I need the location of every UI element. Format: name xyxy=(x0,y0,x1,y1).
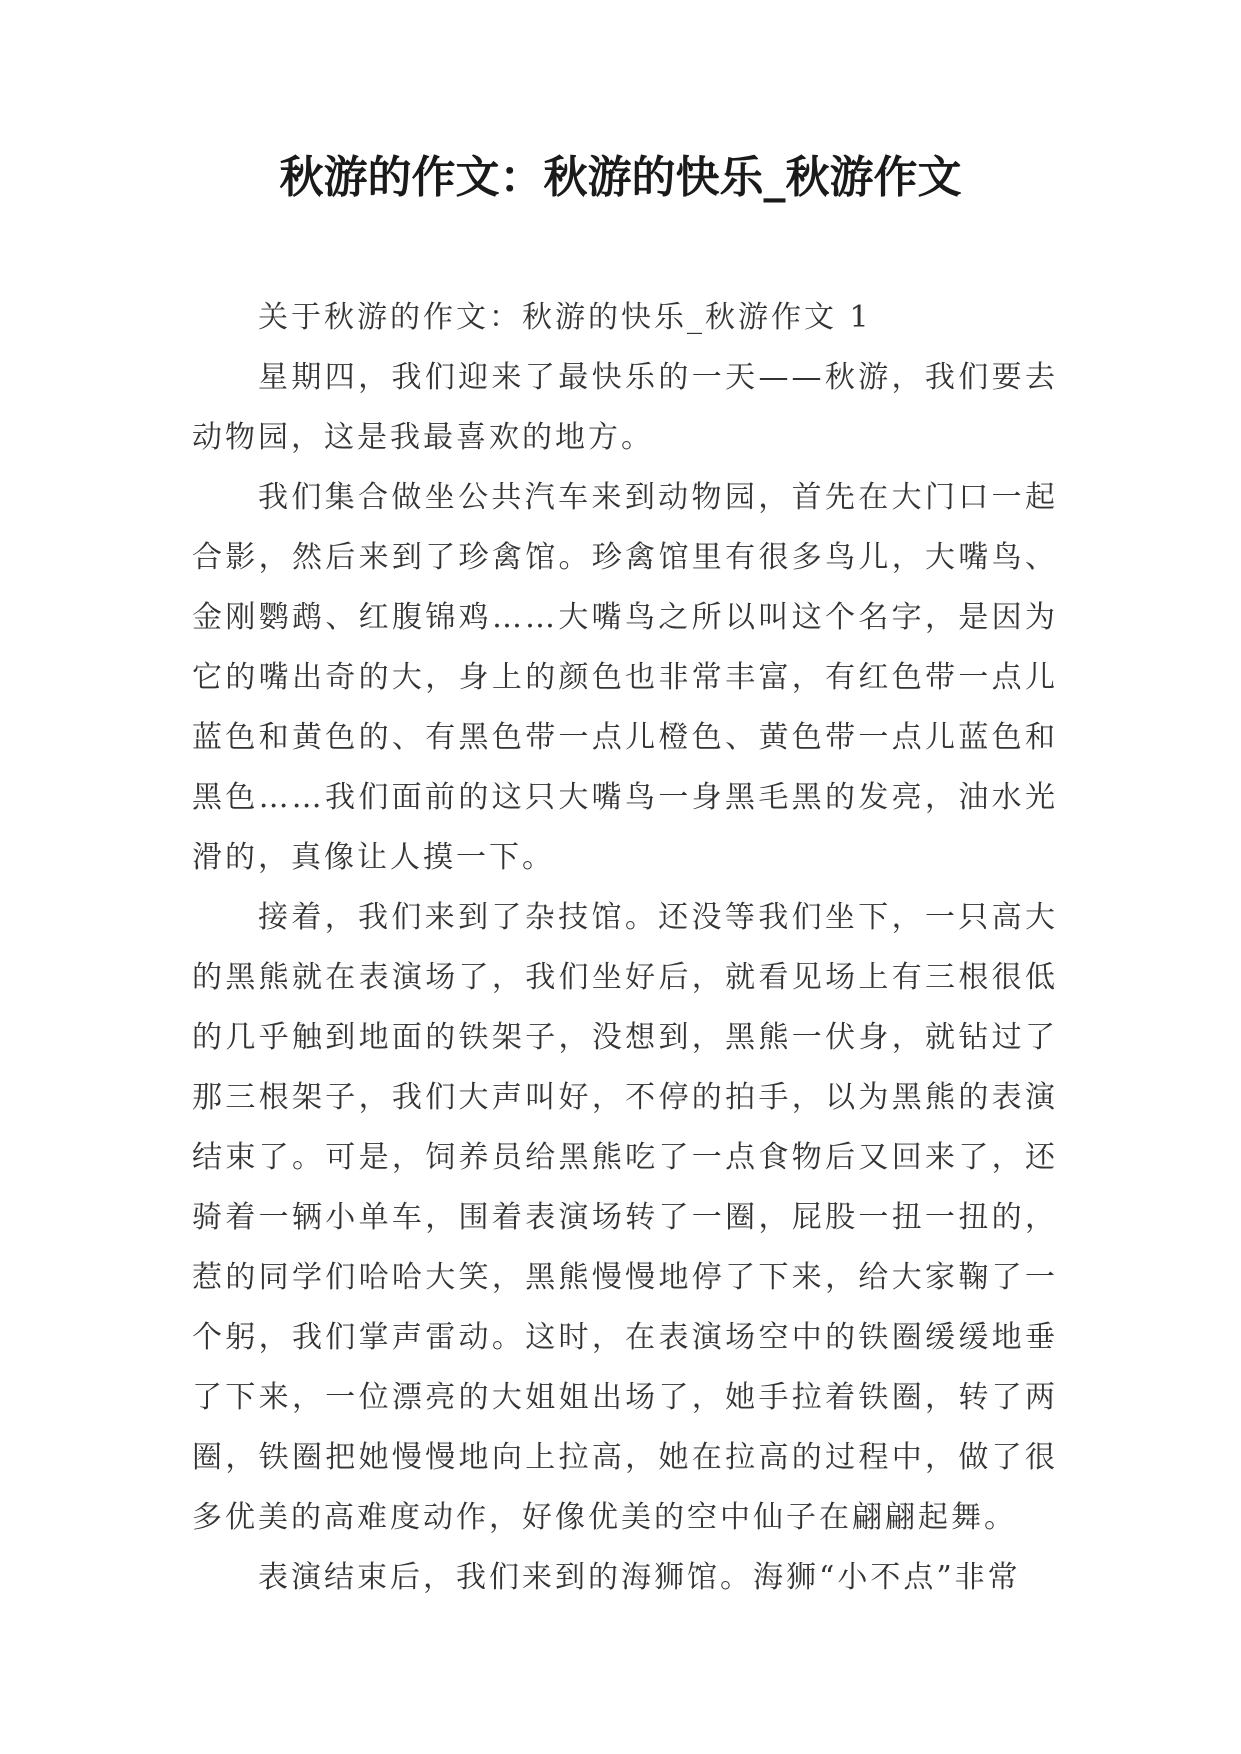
document-body xyxy=(192,288,1058,1608)
paragraph: 星期四，我们迎来了最快乐的一天——秋游，我们要去动物园，这是我最喜欢的地方。 xyxy=(192,360,1058,455)
paragraph: 我们集合做坐公共汽车来到动物园，首先在大门口一起合影，然后来到了珍禽馆。珍禽馆里有很多鸟儿，大嘴鸟、金刚鹦鹉、红腹锦鸡……大嘴鸟之所以叫这个名字，是因为它的嘴出奇的大，身上的颜色也非常丰富，有红色带一点儿蓝色和黄色的、有黑色带一点儿橙色、黄色带一点儿蓝色和黑色……我们面前的这只大嘴鸟一身黑毛黑的发亮，油水光滑的，真像让人摸一下。 xyxy=(192,480,1058,875)
paragraph: 接着，我们来到了杂技馆。还没等我们坐下，一只高大的黑熊就在表演场了，我们坐好后，就看见场上有三根很低的几乎触到地面的铁架子，没想到，黑熊一伏身，就钻过了那三根架子，我们大声叫好，不停的拍手，以为黑熊的表演结束了。可是，饲养员给黑熊吃了一点食物后又回来了，还骑着一辆小单车，围着表演场转了一圈，屁股一扭一扭的，惹的同学们哈哈大笑，黑熊慢慢地停了下来，给大家鞠了一个躬，我们掌声雷动。这时，在表演场空中的铁圈缓缓地垂了下来，一位漂亮的大姐姐出场了，她手拉着铁圈，转了两圈，铁圈把她慢慢地向上拉高，她在拉高的过程中，做了很多优美的高难度动作，好像优美的空中仙子在翩翩起舞。 xyxy=(192,900,1058,1535)
paragraph: 表演结束后，我们来到的海狮馆。海狮“小不点”非常 xyxy=(258,1560,1021,1595)
document-title: 秋游的作文：秋游的快乐_秋游作文 xyxy=(279,152,962,203)
paragraph-heading: 关于秋游的作文：秋游的快乐_秋游作文 1 xyxy=(258,300,872,335)
